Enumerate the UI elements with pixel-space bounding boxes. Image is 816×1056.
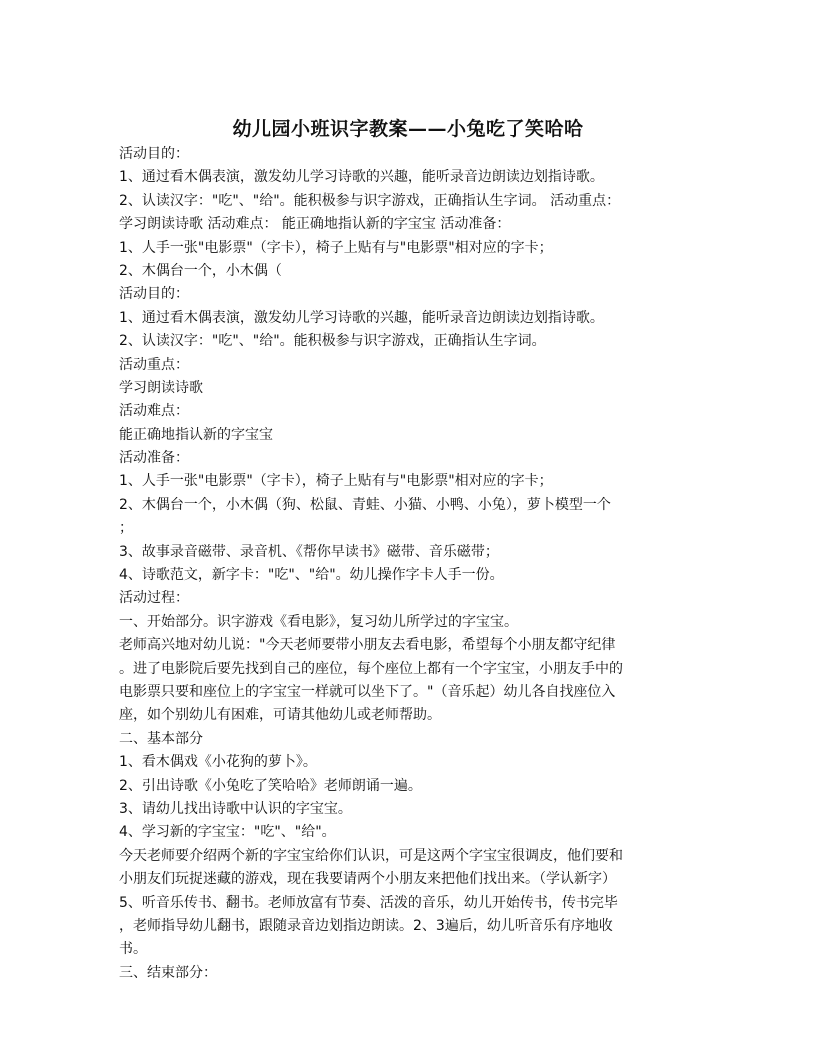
text-line: 书。 bbox=[119, 941, 147, 958]
text-line: 三、结束部分： bbox=[119, 964, 217, 981]
text-line: 2、认读汉字："吃"、"给"。能积极参与识字游戏，正确指认生字词。 bbox=[119, 333, 546, 350]
text-line: ； bbox=[119, 520, 133, 537]
text-line: 活动准备： bbox=[119, 450, 189, 467]
document-body bbox=[119, 143, 699, 985]
text-line: 3、故事录音磁带、录音机、《帮你早读书》磁带、音乐磁带； bbox=[119, 543, 499, 560]
text-line: 1、看木偶戏《小花狗的萝卜》。 bbox=[119, 754, 317, 771]
text-line: 1、通过看木偶表演，激发幼儿学习诗歌的兴趣，能听录音边朗读边划指诗歌。 bbox=[119, 169, 604, 186]
text-line: 4、诗歌范文，新字卡："吃"、"给"。幼儿操作字卡人手一份。 bbox=[119, 567, 504, 584]
text-line: 2、木偶台一个，小木偶（ bbox=[119, 262, 282, 279]
text-line: 今天老师要介绍两个新的字宝宝给你们认识，可是这两个字宝宝很调皮，他们要和 bbox=[119, 847, 623, 864]
text-line: 2、木偶台一个，小木偶（狗、松鼠、青蛙、小猫、小鸭、小兔），萝卜模型一个 bbox=[119, 496, 611, 513]
text-line: 。进了电影院后要先找到自己的座位，每个座位上都有一个字宝宝，小朋友手中的 bbox=[119, 660, 623, 677]
text-line: 4、学习新的字宝宝："吃"、"给"。 bbox=[119, 824, 336, 841]
text-line: 活动难点： bbox=[119, 403, 189, 420]
text-line: 能正确地指认新的字宝宝 bbox=[119, 426, 273, 443]
text-line: 活动目的： bbox=[119, 146, 189, 162]
text-line: 3、请幼儿找出诗歌中认识的字宝宝。 bbox=[119, 800, 352, 817]
text-line: 2、引出诗歌《小兔吃了笑哈哈》老师朗诵一遍。 bbox=[119, 777, 422, 794]
text-line: 电影票只要和座位上的字宝宝一样就可以坐下了。"（音乐起）幼儿各自找座位入 bbox=[119, 683, 616, 700]
text-line: 1、人手一张"电影票"（字卡），椅子上贴有与"电影票"相对应的字卡； bbox=[119, 239, 553, 256]
text-line: 二、基本部分 bbox=[119, 730, 203, 747]
text-line: 2、认读汉字："吃"、"给"。能积极参与识字游戏，正确指认生字词。 活动重点： bbox=[119, 192, 621, 209]
text-line: 座，如个别幼儿有困难，可请其他幼儿或老师帮助。 bbox=[119, 707, 441, 724]
text-line: 5、听音乐传书、翻书。老师放富有节奏、活泼的音乐，幼儿开始传书，传书完毕 bbox=[119, 894, 618, 911]
text-line: 老师高兴地对幼儿说："今天老师要带小朋友去看电影，希望每个小朋友都守纪律 bbox=[119, 637, 616, 654]
text-line: ，老师指导幼儿翻书，跟随录音边划指边朗读。2、3遍后，幼儿听音乐有序地收 bbox=[119, 917, 613, 934]
document-title: 幼儿园小班识字教案——小兔吃了笑哈哈 bbox=[232, 118, 584, 140]
text-line: 活动目的： bbox=[119, 286, 189, 303]
text-line: 1、通过看木偶表演，激发幼儿学习诗歌的兴趣，能听录音边朗读边划指诗歌。 bbox=[119, 309, 604, 326]
text-line: 活动重点： bbox=[119, 356, 189, 373]
text-line: 一、开始部分。识字游戏《看电影》，复习幼儿所学过的字宝宝。 bbox=[119, 613, 518, 630]
text-line: 学习朗读诗歌 活动难点： 能正确地指认新的字宝宝 活动准备： bbox=[119, 216, 511, 233]
text-line: 1、人手一张"电影票"（字卡），椅子上贴有与"电影票"相对应的字卡； bbox=[119, 473, 553, 490]
text-line: 学习朗读诗歌 bbox=[119, 379, 203, 396]
text-line: 小朋友们玩捉迷藏的游戏，现在我要请两个小朋友来把他们找出来。（学认新字） bbox=[119, 871, 616, 888]
text-line: 活动过程： bbox=[119, 590, 189, 607]
